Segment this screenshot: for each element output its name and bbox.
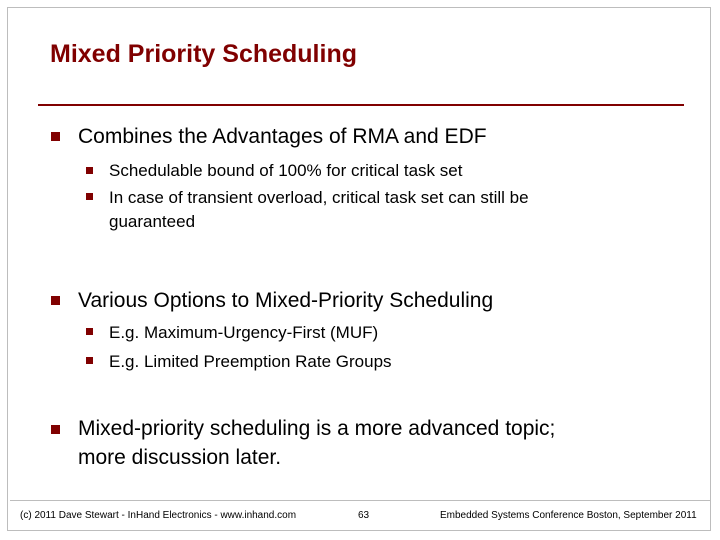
- title-divider: [38, 104, 684, 106]
- sub-bullet-text: E.g. Limited Preemption Rate Groups: [109, 352, 392, 371]
- sub-bullet-square-icon: [86, 328, 93, 335]
- footer-event: Embedded Systems Conference Boston, September 2011: [440, 510, 697, 521]
- footer-divider: [10, 500, 710, 501]
- sub-bullet-square-icon: [86, 167, 93, 174]
- footer-copyright: (c) 2011 Dave Stewart - InHand Electronics - www.inhand.com: [20, 510, 297, 521]
- sub-bullet-text: In case of transient overload, critical task set can still be: [109, 188, 529, 207]
- sub-bullet-text: E.g. Maximum-Urgency-First (MUF): [109, 323, 379, 342]
- bullet-text: Various Options to Mixed-Priority Scheduling: [78, 289, 494, 312]
- page-number: 63: [358, 510, 370, 521]
- sub-bullet-text: Schedulable bound of 100% for critical task set: [109, 161, 463, 180]
- sub-bullet-square-icon: [86, 357, 93, 364]
- bullet-text: Combines the Advantages of RMA and EDF: [78, 125, 487, 148]
- sub-bullet-text-continued: guaranteed: [109, 212, 196, 231]
- slide-title: Mixed Priority Scheduling: [50, 40, 357, 68]
- bullet-text-continued: more discussion later.: [78, 446, 282, 469]
- sub-bullet-square-icon: [86, 193, 93, 200]
- bullet-square-icon: [51, 296, 60, 305]
- bullet-text: Mixed-priority scheduling is a more advanced topic;: [78, 417, 556, 440]
- bullet-square-icon: [51, 425, 60, 434]
- bullet-square-icon: [51, 132, 60, 141]
